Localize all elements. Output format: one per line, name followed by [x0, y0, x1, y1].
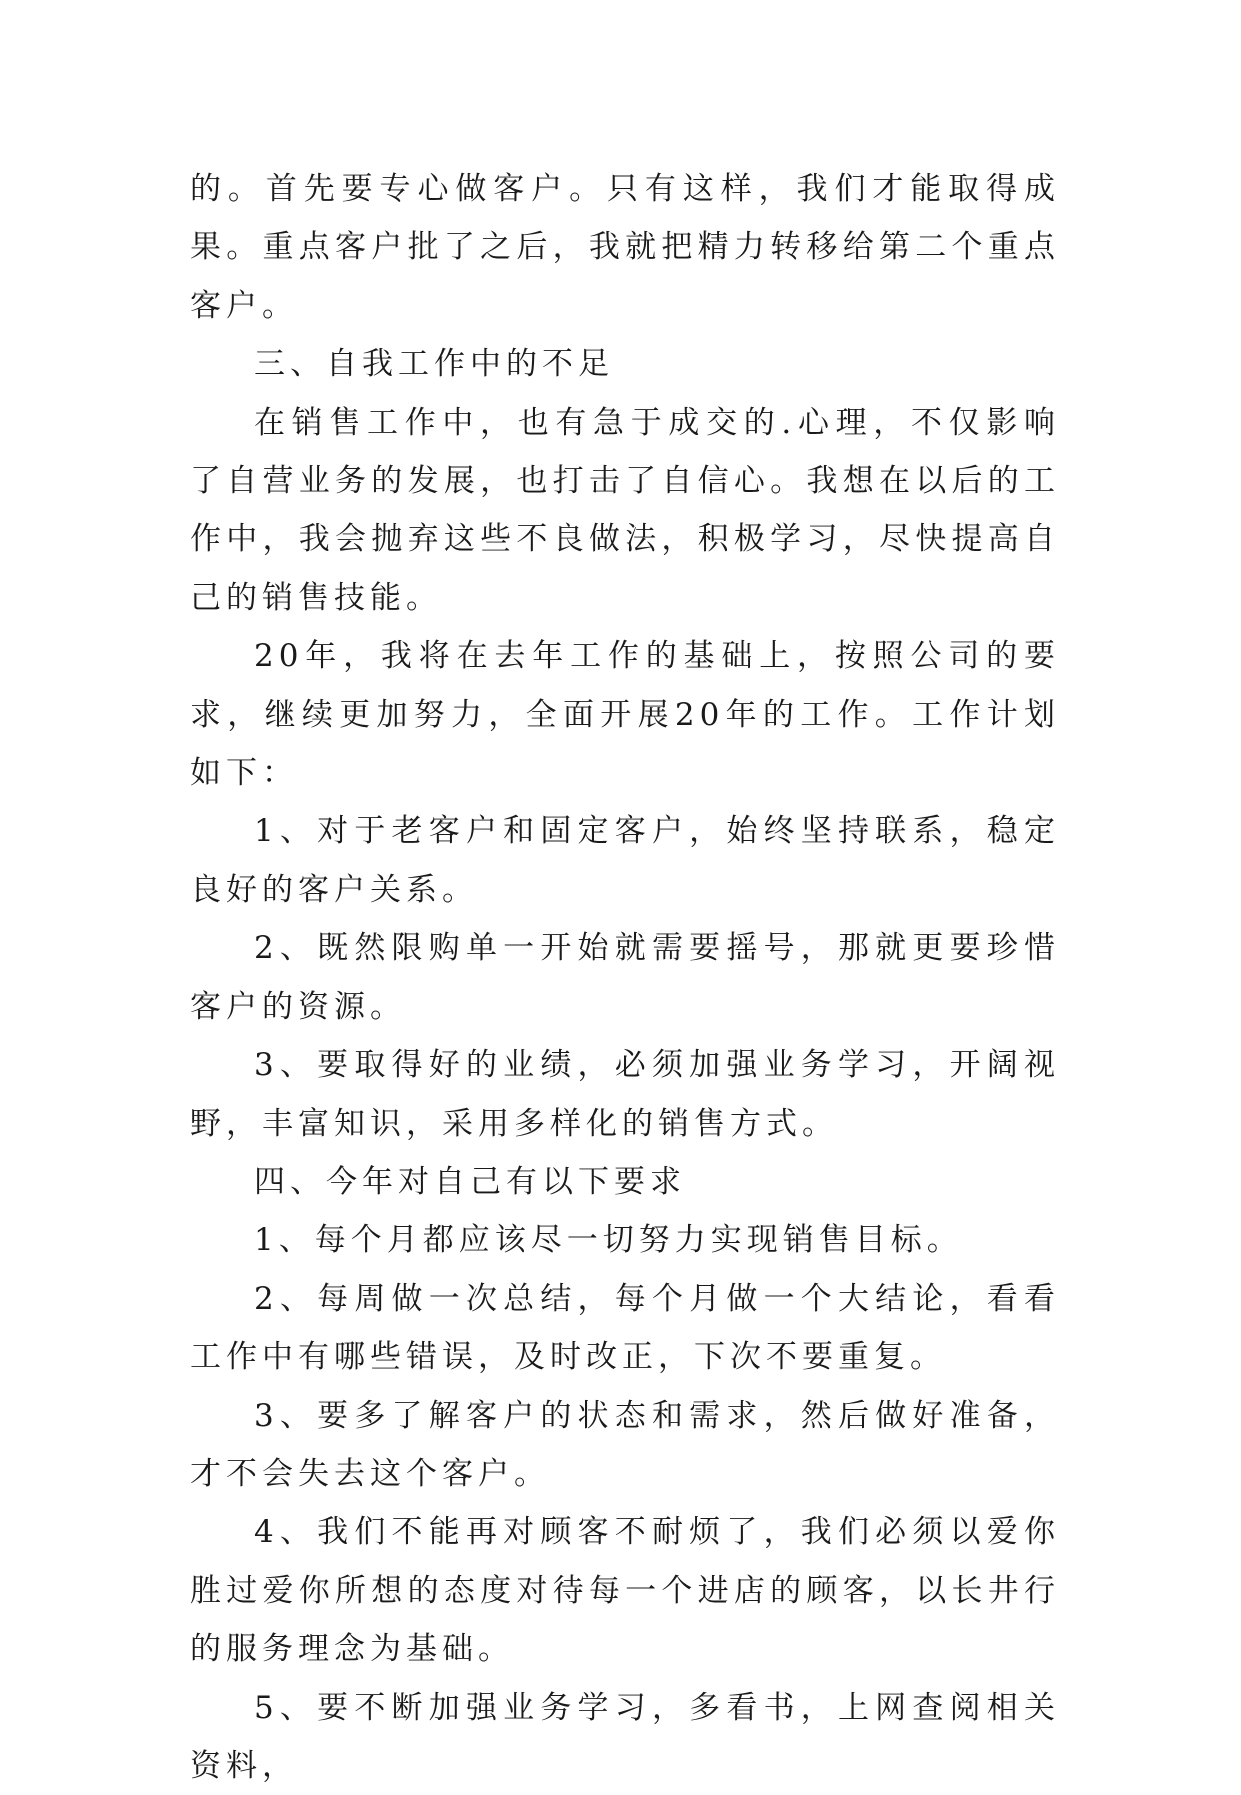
paragraph-continuation: 的。首先要专心做客户。只有这样，我们才能取得成果。重点客户批了之后，我就把精力转移给第二个重点客户。: [190, 171, 1060, 324]
requirement-item-4: 4、我们不能再对顾客不耐烦了，我们必须以爱你胜过爱你所想的态度对待每一个进店的顾客，以长井行的服务理念为基础。: [190, 1514, 1060, 1668]
requirement-item-3: 3、要多了解客户的状态和需求，然后做好准备，才不会失去这个客户。: [190, 1397, 1060, 1492]
paragraph-work-plan-intro: 20年，我将在去年工作的基础上，按照公司的要求，继续更加努力，全面开展20年的工作。工作计划如下：: [190, 638, 1060, 792]
requirement-item-5: 5、要不断加强业务学习，多看书，上网查阅相关资料，: [190, 1689, 1060, 1784]
requirement-item-2: 2、每周做一次总结，每个月做一个大结论，看看工作中有哪些错误，及时改正，下次不要重复。: [190, 1280, 1060, 1376]
section-heading-requirements: 四、今年对自己有以下要求: [254, 1163, 686, 1200]
plan-item-1: 1、对于老客户和固定客户，始终坚持联系，稳定良好的客户关系。: [190, 813, 1060, 908]
document-body: [190, 160, 1060, 1795]
plan-item-2: 2、既然限购单一开始就需要摇号，那就更要珍惜客户的资源。: [190, 930, 1060, 1025]
paragraph-shortcomings: 在销售工作中，也有急于成交的.心理，不仅影响了自营业务的发展，也打击了自信心。我想在以后的工作中，我会抛弃这些不良做法，积极学习，尽快提高自己的销售技能。: [190, 404, 1060, 616]
plan-item-3: 3、要取得好的业绩，必须加强业务学习，开阔视野，丰富知识，采用多样化的销售方式。: [190, 1047, 1060, 1142]
section-heading-shortcomings: 三、自我工作中的不足: [254, 346, 614, 383]
requirement-item-1: 1、每个月都应该尽一切努力实现销售目标。: [254, 1222, 963, 1259]
